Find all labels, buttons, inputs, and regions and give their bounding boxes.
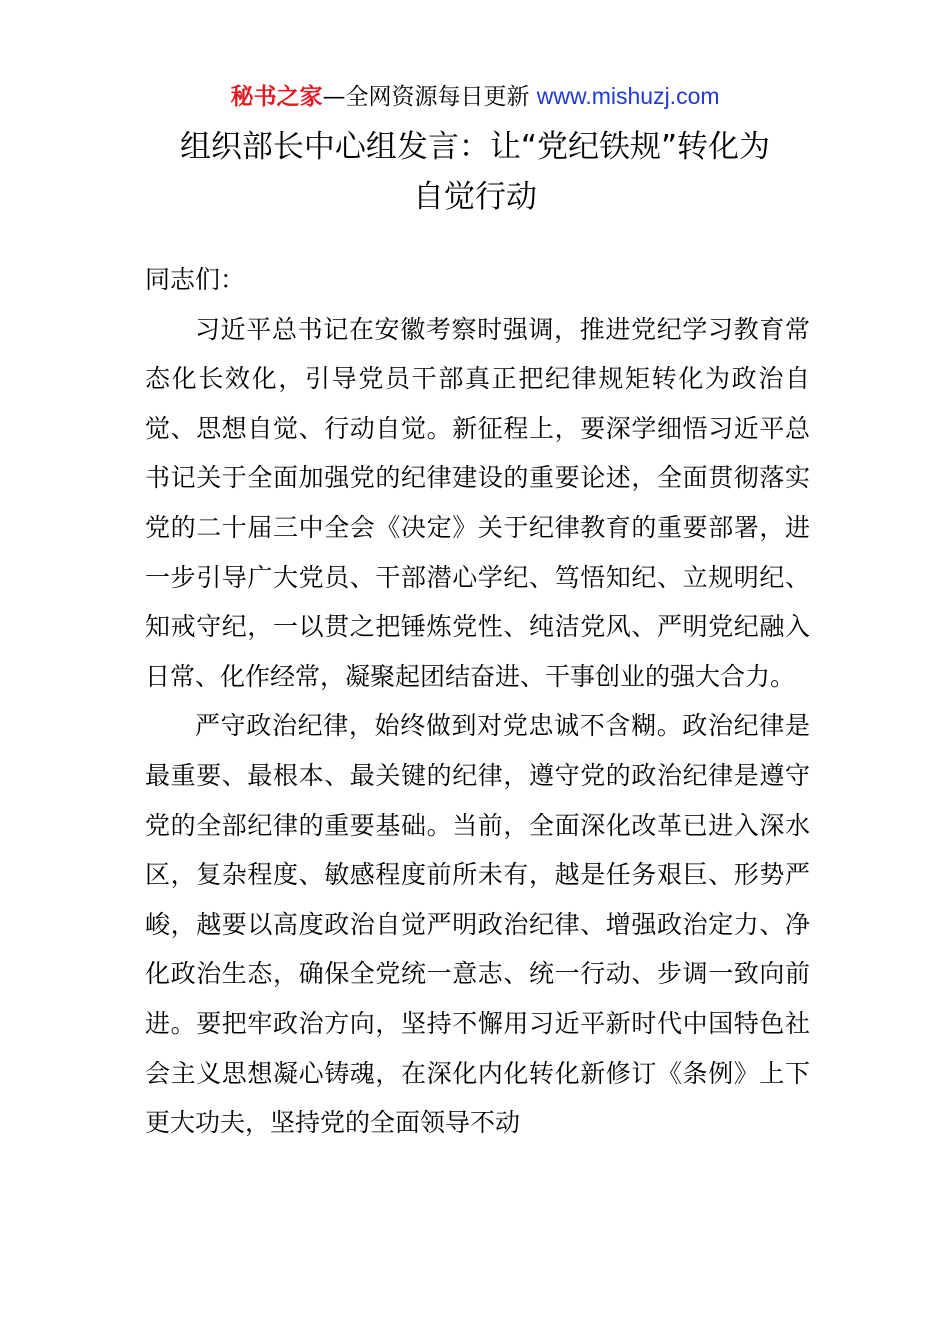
paragraph-1: 习近平总书记在安徽考察时强调，推进党纪学习教育常态化长效化，引导党员干部真正把纪律规矩转化为政治自觉、思想自觉、行动自觉。新征程上，要深学细悟习近平总书记关于全面加强党的纪律建设的重要论述，全面贯彻落实党的二十届三中全会《决定》关于纪律教育的重要部署，进一步引导广大党员、干部潜心学纪、笃悟知纪、立规明纪、知戒守纪，一以贯之把锤炼党性、纯洁党风、严明党纪融入日常、化作经常，凝聚起团结奋进、干事创业的强大合力。 xyxy=(145,314,810,691)
site-url-link[interactable]: www.mishuzj.com xyxy=(536,83,720,109)
salutation: 同志们： xyxy=(145,265,246,294)
title-line-2: 自觉行动 xyxy=(413,179,537,215)
title-line-1: 组织部长中心组发言：让“党纪铁规”转化为 xyxy=(179,129,771,165)
document-title xyxy=(100,122,850,222)
site-header xyxy=(0,80,950,113)
document-body xyxy=(145,255,810,1148)
paragraph-2: 严守政治纪律，始终做到对党忠诚不含糊。政治纪律是最重要、最根本、最关键的纪律，遵守党的政治纪律是遵守党的全部纪律的重要基础。当前，全面深化改革已进入深水区，复杂程度、敏感程度前所未有，越是任务艰巨、形势严峻，越要以高度政治自觉严明政治纪律、增强政治定力、净化政治生态，确保全党统一意志、统一行动、步调一致向前进。要把牢政治方向，坚持不懈用习近平新时代中国特色社会主义思想凝心铸魂，在深化内化转化新修订《条例》上下更大功夫，坚持党的全面领导不动 xyxy=(145,711,810,1138)
site-tagline: —全网资源每日更新 xyxy=(322,84,537,110)
site-brand: 秘书之家 xyxy=(230,84,323,110)
